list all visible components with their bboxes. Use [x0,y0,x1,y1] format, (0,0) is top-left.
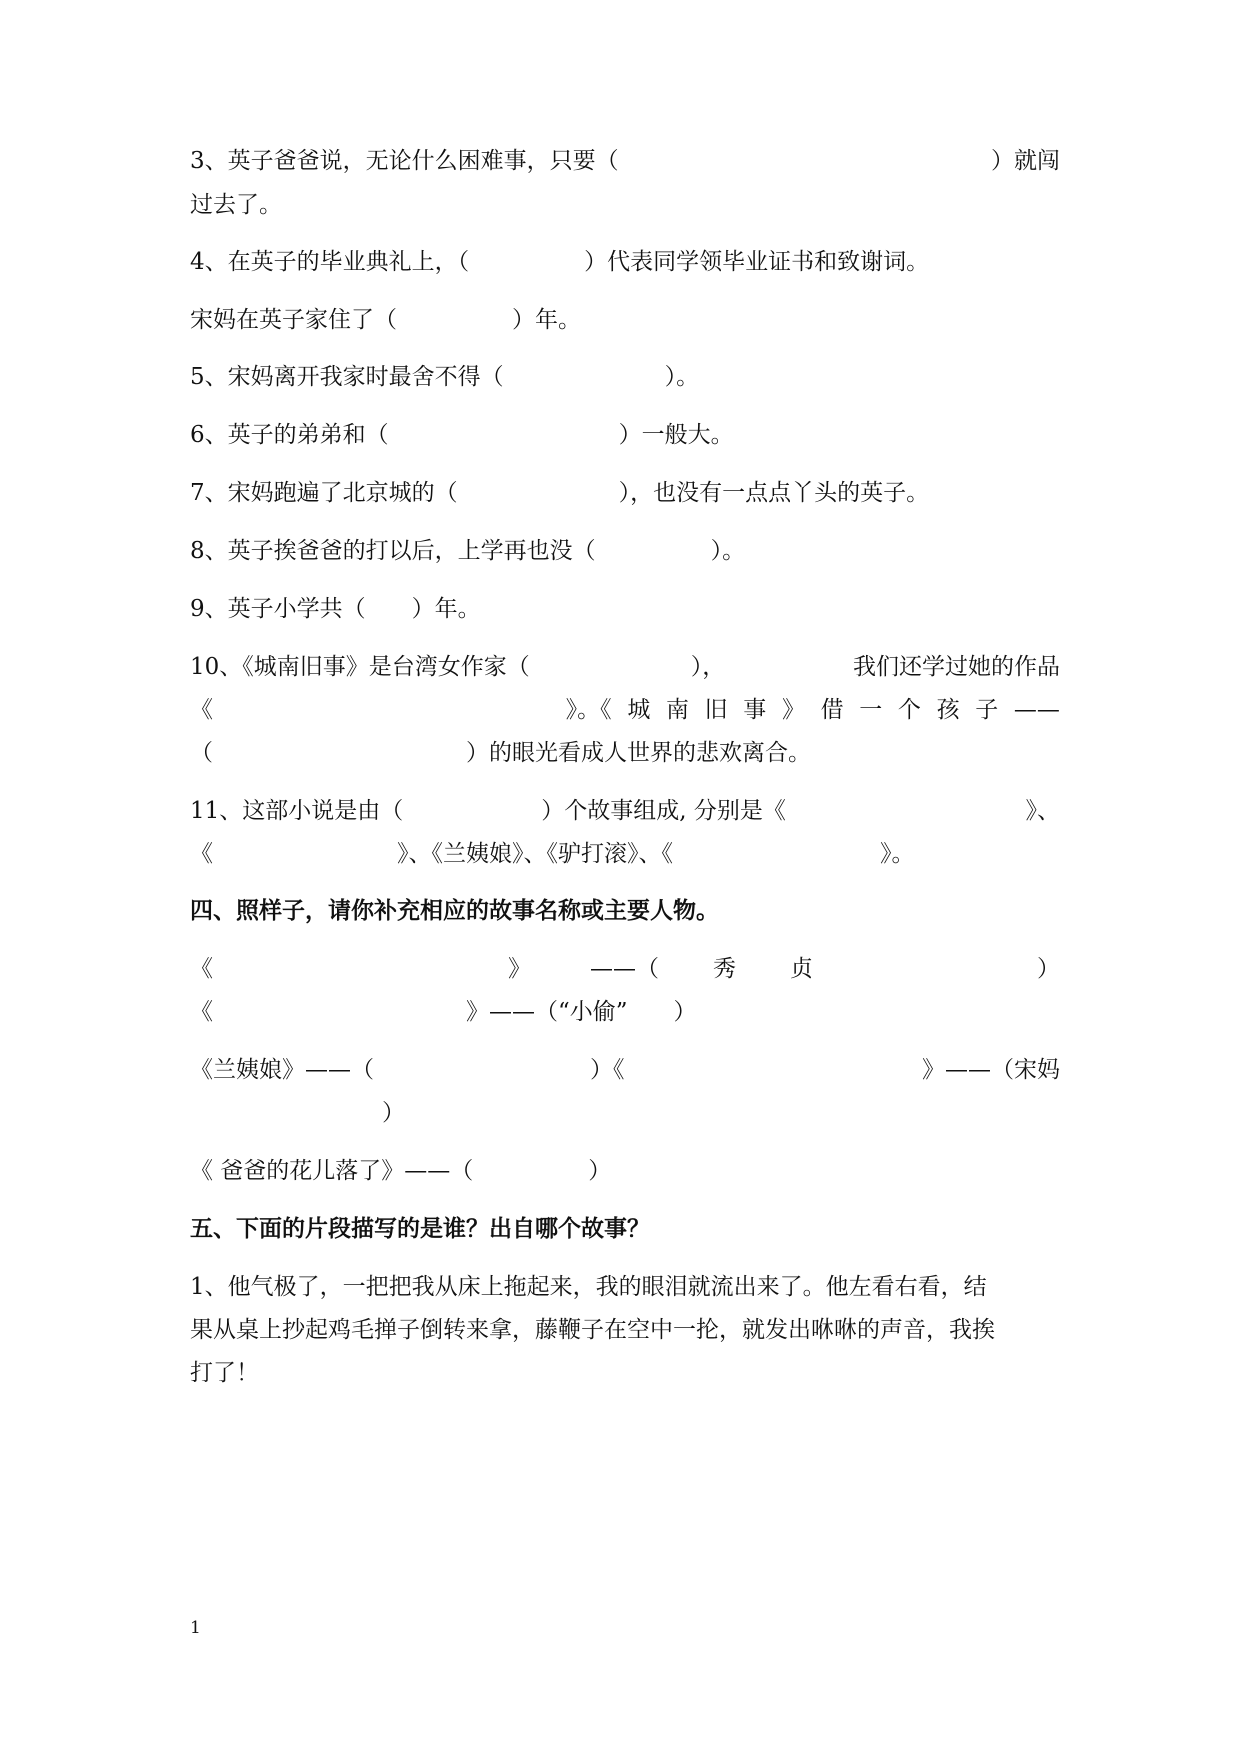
question-10-line-1 [190,652,1060,682]
question-3-line-1 [190,146,1060,176]
question-11-line-1 [190,796,1060,826]
question-4-line-1: 4、在英子的毕业典礼上，（ ）代表同学领毕业证书和致谢词。 [190,249,930,275]
question-10-part: 孩 [936,697,960,723]
section-5-paragraph-line-3: 打了！ [190,1360,259,1386]
section-4-row-1-part: 《 [190,956,213,982]
question-10-part: 借 [820,697,844,723]
question-4-line-2: 宋妈在英子家住了（ ）年。 [190,307,581,333]
section-5-paragraph-line-2: 果从桌上抄起鸡毛掸子倒转来拿，藤鞭子在空中一抡，就发出咻咻的声音，我挨 [190,1317,995,1343]
question-10-line-3: （ ）的眼光看成人世界的悲欢离合。 [190,740,811,766]
question-8: 8、英子挨爸爸的打以后，上学再也没（ ）。 [190,538,746,564]
question-5: 5、宋妈离开我家时最舍不得（ ）。 [190,364,700,390]
section-4-row-1-part: 贞 [790,956,813,982]
page-number: 1 [190,1618,201,1638]
question-10-text: 10、《城南旧事》是台湾女作家（ ）， [190,654,726,680]
section-4-row-1-part: ） [1037,956,1060,982]
question-10-part: 旧 [704,697,728,723]
question-10-part: 》。《 [565,697,612,723]
question-10-part: 子 [975,697,999,723]
question-10-part: —— [1013,697,1060,723]
question-9: 9、英子小学共（ ）年。 [190,596,481,622]
section-4-row-1-part: ——（ [590,956,659,982]
question-10-part: 》 [781,697,805,723]
section-4-row-3-part: ）《 [590,1057,625,1083]
question-10-part: 个 [897,697,921,723]
section-4-row-1-part: 秀 [713,956,736,982]
question-3-text: 3、英子爸爸说，无论什么困难事，只要（ [190,148,619,174]
question-3-text-end: ）就闯 [991,148,1060,174]
question-11-text-end: 》、 [1025,798,1060,824]
section-4-row-3-part: 《兰姨娘》——（ [190,1057,374,1083]
question-10-part: 南 [665,697,689,723]
question-10-part: 事 [743,697,767,723]
question-10-text-end: 我们还学过她的作品 [853,654,1060,680]
section-4-row-3-close: ） [382,1100,405,1126]
section-5-paragraph-line-1: 1、他气极了，一把把我从床上拖起来，我的眼泪就流出来了。他左看右看，结 [190,1274,987,1300]
section-4-heading: 四、照样子，请你补充相应的故事名称或主要人物。 [190,898,719,924]
question-6: 6、英子的弟弟和（ ）一般大。 [190,422,734,448]
section-4-row-4: 《 爸爸的花儿落了》——（ ） [190,1158,612,1184]
question-10-line-2 [190,695,1060,725]
section-4-row-3-part: 》——（宋妈 [922,1057,1060,1083]
question-11-line-2: 《 》、《兰姨娘》、《驴打滚》、《 》。 [190,841,915,867]
section-4-row-1-part: 》 [508,956,531,982]
question-11-text: 11、这部小说是由（ ）个故事组成, 分别是《 [190,798,786,824]
question-10-part: 一 [859,697,883,723]
section-4-row-2: 《 》——（“小偷” ） [190,999,697,1025]
question-7: 7、宋妈跑遍了北京城的（ ），也没有一点点丫头的英子。 [190,480,930,506]
question-3-line-2: 过去了。 [190,192,282,218]
question-10-blank-title: 《 [190,697,213,723]
question-10-part: 城 [627,697,651,723]
section-5-heading: 五、下面的片段描写的是谁？出自哪个故事？ [190,1216,650,1242]
